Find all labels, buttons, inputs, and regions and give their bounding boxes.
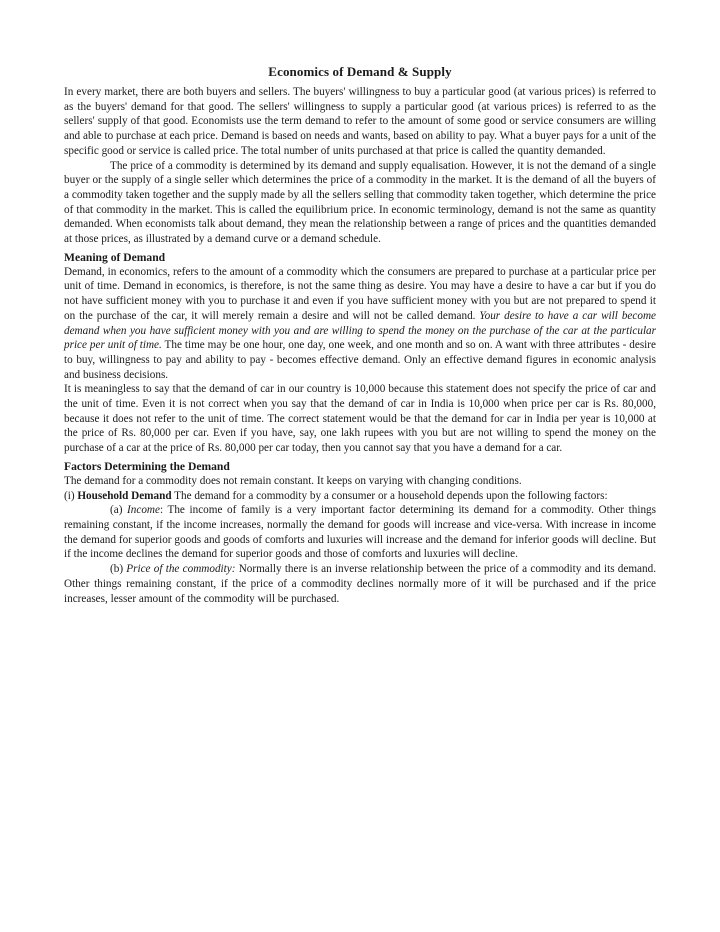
household-label: (i) [64,489,78,502]
income-label: (a) [110,504,128,517]
meaningless-paragraph: It is meaningless to say that the demand of car in our country is 10,000 because this statement does not specify the price of car and the unit of time. Even it is not correct when you say that the demand of car in India is 10,000 when price per car is Rs. 80,000, because it does not refer to the unit of time. The correct statement would be that the demand for car in India per year is 10,000 at the price of Rs. 80,000 per car. Even if you have, say, one lakh rupees with you but are not willing to spend the money on the purchase of a car at the price of Rs. 80,000 per car today, then you cannot say that you have a demand for a car. [64,383,656,455]
factors-intro: The demand for a commodity does not remain constant. It keeps on varying with changing conditions. [64,474,522,487]
meaning-italic-text: Your desire to have a car will become demand when you have sufficient money with you and are willing to spend the money on the purchase of the car at the particular price per unit of time. [64,309,656,352]
household-text: The demand for a commodity by a consumer or a household depends upon the following factors: [171,489,608,502]
household-heading: Household Demand [77,489,172,502]
meaning-paragraph [64,265,656,383]
meaning-text-part2: The time may be one hour, one day, one week, and one month and so on. A want with three attributes - desire to buy, willingness to pay and ability to pay - becomes effective demand. Only an effective demand figures in economic analysis and business decisions. [64,339,656,381]
meaning-text-part1: Demand, in economics, refers to the amount of a commodity which the consumers are prepared to purchase at a particular price per unit of time. Demand in economics, is therefore, is not the same thing as desire. You may have a desire to have a car but if you do not have sufficient money with you to purchase it and even if you have sufficient money with you but are not prepared to spend it on the purchase of the car, it will merely remain a desire and will not be called demand. [64,265,656,322]
price-term: Price of the commodity: [126,563,236,576]
document-title: Economics of Demand & Supply [268,64,452,79]
price-label: (b) [110,563,127,576]
price-determination-paragraph: The price of a commodity is determined by its demand and supply equalisation. However, it is not the demand of a single buyer or the supply of a single seller which determines the price of a commodity in the market. It is the demand of all the buyers of a commodity taken together and the supply made by all the sellers selling that commodity taken together, which determine the price of that commodity in the market. This is called the equilibrium price. In economic terminology, demand is not the same as quantity demanded. When economists talk about demand, they mean the relationship between a range of prices and the quantities demanded at those prices, as illustrated by a demand curve or a demand schedule. [64,159,656,246]
meaning-of-demand-heading: Meaning of Demand [64,250,166,264]
income-term: Income [127,504,160,517]
income-text: : The income of family is a very important factor determining its demand for a commodity. Other things remaining constant, if the income increases, normally the demand for goods will increase and vice-versa. With increase in income the demand for superior goods and goods of comforts and luxuries will increase and the demand for inferior goods will decline. But if the income declines the demand for superior goods and those of comforts and luxuries will decline. [64,504,656,561]
household-demand-paragraph [64,489,656,504]
factors-heading: Factors Determining the Demand [64,459,230,473]
price-text: Normally there is an inverse relationship between the price of a commodity and its demand. Other things remaining constant, if the price of a commodity declines normally more of it will be purchased and if the price increases, lesser amount of the commodity will be purchased. [64,563,657,605]
price-of-commodity-paragraph [64,562,656,606]
income-paragraph [64,503,656,562]
intro-paragraph: In every market, there are both buyers and sellers. The buyers' willingness to buy a particular good (at various prices) is referred to as the buyers' demand for that good. The sellers' willingness to supply a particular good (at various prices) is referred to as the sellers' supply of that good. Economists use the term demand to refer to the amount of some good or service consumers are willing and able to purchase at each price. Demand is based on needs and wants, based on ability to pay. What a buyer pays for a unit of the specific good or service is called price. The total number of units purchased at that price is called the quantity demanded. [64,86,656,157]
